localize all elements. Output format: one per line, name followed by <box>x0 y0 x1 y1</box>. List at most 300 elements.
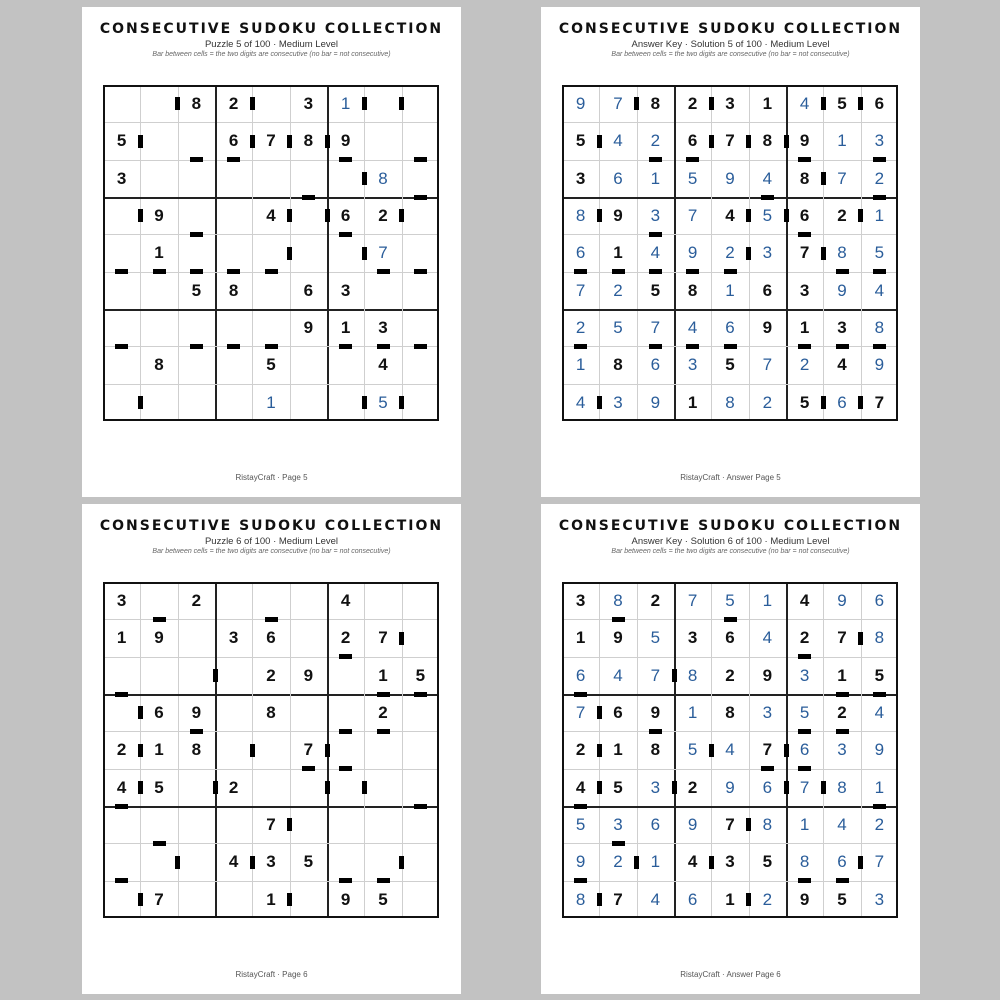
sudoku-cell: 7 <box>303 740 314 760</box>
consecutive-bar <box>634 856 639 869</box>
consecutive-bar <box>709 744 714 757</box>
consecutive-bar <box>798 232 811 237</box>
sudoku-cell: 2 <box>725 243 735 263</box>
sudoku-cell[interactable] <box>327 731 364 768</box>
sudoku-cell[interactable] <box>103 197 140 234</box>
consecutive-bar <box>287 209 292 222</box>
sudoku-cell: 3 <box>874 131 885 151</box>
consecutive-bar <box>213 669 218 682</box>
sudoku-cell: 5 <box>874 665 885 685</box>
consecutive-bar <box>287 818 292 831</box>
consecutive-bar <box>574 692 587 697</box>
consecutive-bar <box>377 692 390 697</box>
consecutive-bar <box>709 135 714 148</box>
sudoku-cell[interactable] <box>252 234 289 271</box>
sudoku-cell[interactable] <box>364 122 401 159</box>
sudoku-cell[interactable] <box>103 309 140 346</box>
sudoku-cell[interactable] <box>103 234 140 271</box>
sudoku-cell: 9 <box>154 628 164 648</box>
sudoku-cell[interactable] <box>290 160 327 197</box>
sudoku-cell: 8 <box>575 889 586 909</box>
sudoku-cell[interactable] <box>327 843 364 880</box>
sudoku-cell[interactable] <box>140 85 177 122</box>
sudoku-cell: 4 <box>725 740 735 760</box>
sudoku-cell: 1 <box>874 777 885 797</box>
consecutive-bar <box>265 344 278 349</box>
sudoku-cell[interactable]: 8 <box>378 168 388 188</box>
consecutive-bar <box>746 893 751 906</box>
consecutive-bar <box>325 744 330 757</box>
sudoku-cell[interactable] <box>402 582 439 619</box>
sudoku-cell: 3 <box>650 777 661 797</box>
sudoku-cell[interactable] <box>290 197 327 234</box>
sudoku-cell[interactable] <box>215 694 252 731</box>
consecutive-bar <box>115 804 128 809</box>
consecutive-bar <box>597 135 602 148</box>
consecutive-bar <box>377 269 390 274</box>
sudoku-cell <box>327 234 364 271</box>
sudoku-cell[interactable] <box>290 694 327 731</box>
sudoku-cell[interactable] <box>215 197 252 234</box>
sudoku-cell: 1 <box>650 852 661 872</box>
sudoku-cell[interactable] <box>140 843 177 880</box>
sudoku-cell[interactable] <box>364 731 401 768</box>
sudoku-cell[interactable] <box>178 234 215 271</box>
sudoku-cell: 9 <box>340 889 351 909</box>
sudoku-cell: 5 <box>303 852 314 872</box>
puzzle-page-6 <box>82 504 461 994</box>
sudoku-cell: 6 <box>762 280 773 300</box>
sudoku-cell: 3 <box>725 94 735 114</box>
sudoku-cell: 9 <box>687 243 698 263</box>
sudoku-cell: 6 <box>303 280 314 300</box>
sudoku-cell: 2 <box>762 889 773 909</box>
sudoku-cell[interactable] <box>103 694 140 731</box>
sudoku-cell[interactable] <box>178 197 215 234</box>
sudoku-cell: 8 <box>303 131 314 151</box>
consecutive-bar <box>836 878 849 883</box>
sudoku-cell: 5 <box>650 280 661 300</box>
consecutive-bar <box>746 818 751 831</box>
sudoku-cell[interactable] <box>215 160 252 197</box>
sudoku-cell[interactable]: 1 <box>340 94 351 114</box>
rule-note: Bar between cells = the two digits are consecutive (no bar = not consecutive) <box>611 548 850 555</box>
sudoku-cell[interactable] <box>178 806 215 843</box>
sudoku-cell[interactable] <box>103 806 140 843</box>
sudoku-cell[interactable] <box>252 309 289 346</box>
puzzle-page-5 <box>82 7 461 497</box>
sudoku-cell: 6 <box>725 628 735 648</box>
sudoku-cell: 6 <box>575 243 586 263</box>
sudoku-cell[interactable] <box>402 234 439 271</box>
consecutive-bar <box>190 344 203 349</box>
consecutive-bar <box>649 157 662 162</box>
sudoku-cell: 2 <box>613 280 623 300</box>
sudoku-cell[interactable] <box>290 346 327 383</box>
sudoku-cell[interactable] <box>290 769 327 806</box>
consecutive-bar <box>175 856 180 869</box>
sudoku-cell: 7 <box>874 852 885 872</box>
sudoku-cell: 2 <box>575 318 586 338</box>
sudoku-cell[interactable] <box>364 272 401 309</box>
sudoku-cell[interactable] <box>327 806 364 843</box>
sudoku-cell: 2 <box>874 815 885 835</box>
sudoku-cell: 5 <box>725 591 735 611</box>
sudoku-cell[interactable] <box>327 694 364 731</box>
sudoku-cell: 6 <box>874 94 885 114</box>
sudoku-cell: 7 <box>378 628 388 648</box>
consecutive-bar <box>362 781 367 794</box>
sudoku-cell[interactable] <box>327 769 364 806</box>
sudoku-cell: 8 <box>191 740 202 760</box>
sudoku-cell: 2 <box>575 740 586 760</box>
consecutive-bar <box>399 856 404 869</box>
sudoku-cell[interactable] <box>402 806 439 843</box>
consecutive-bar <box>798 344 811 349</box>
consecutive-bar <box>858 209 863 222</box>
sudoku-cell <box>215 384 252 421</box>
consecutive-bar <box>287 893 292 906</box>
page-footer: RistayCraft · Page 5 <box>235 473 308 482</box>
sudoku-cell[interactable] <box>103 384 140 421</box>
sudoku-cell[interactable] <box>215 806 252 843</box>
sudoku-cell[interactable] <box>364 582 401 619</box>
consecutive-bar <box>399 97 404 110</box>
sudoku-cell[interactable] <box>178 881 215 918</box>
sudoku-cell[interactable] <box>290 881 327 918</box>
sudoku-cell: 1 <box>725 889 735 909</box>
sudoku-cell[interactable] <box>178 657 215 694</box>
sudoku-cell[interactable] <box>402 122 439 159</box>
sudoku-cell[interactable] <box>252 582 289 619</box>
sudoku-cell: 9 <box>191 703 202 723</box>
sudoku-cell[interactable] <box>215 881 252 918</box>
consecutive-bar <box>414 157 427 162</box>
consecutive-bar <box>574 878 587 883</box>
sudoku-cell: 1 <box>116 628 127 648</box>
sudoku-cell[interactable] <box>103 657 140 694</box>
sudoku-cell: 4 <box>874 280 885 300</box>
sudoku-cell[interactable] <box>140 806 177 843</box>
consecutive-bar <box>339 766 352 771</box>
sudoku-cell[interactable] <box>402 731 439 768</box>
sudoku-cell: 1 <box>575 355 586 375</box>
sudoku-cell[interactable] <box>140 160 177 197</box>
consecutive-bar <box>798 157 811 162</box>
consecutive-bar <box>649 232 662 237</box>
sudoku-cell: 9 <box>154 206 164 226</box>
sudoku-cell: 5 <box>378 889 388 909</box>
sudoku-cell: 7 <box>266 815 276 835</box>
sudoku-cell: 4 <box>613 131 623 151</box>
consecutive-bar <box>138 209 143 222</box>
sudoku-cell: 6 <box>837 392 847 412</box>
consecutive-bar <box>858 97 863 110</box>
sudoku-cell: 5 <box>154 777 164 797</box>
answer-page-5 <box>541 7 920 497</box>
sudoku-cell: 6 <box>725 318 735 338</box>
sudoku-cell: 2 <box>687 94 698 114</box>
sudoku-cell <box>252 85 289 122</box>
sudoku-cell: 8 <box>687 280 698 300</box>
sudoku-cell[interactable] <box>178 346 215 383</box>
sudoku-cell: 7 <box>613 889 623 909</box>
consecutive-bar <box>138 396 143 409</box>
sudoku-cell: 2 <box>116 740 127 760</box>
consecutive-bar <box>686 269 699 274</box>
sudoku-cell: 9 <box>799 131 810 151</box>
consecutive-bar <box>138 781 143 794</box>
sudoku-cell: 9 <box>725 168 735 188</box>
sudoku-cell: 1 <box>837 131 847 151</box>
sudoku-cell: 2 <box>799 628 810 648</box>
consecutive-bar <box>153 841 166 846</box>
sudoku-cell[interactable] <box>215 657 252 694</box>
consecutive-bar <box>227 344 240 349</box>
consecutive-bar <box>265 269 278 274</box>
sudoku-cell: 6 <box>837 852 847 872</box>
sudoku-cell[interactable]: 1 <box>266 392 276 412</box>
sudoku-cell: 5 <box>799 703 810 723</box>
sudoku-cell: 7 <box>874 392 885 412</box>
sudoku-cell: 3 <box>303 94 314 114</box>
sudoku-cell[interactable] <box>140 582 177 619</box>
page-title: CONSECUTIVE SUDOKU COLLECTION <box>99 518 444 534</box>
sudoku-cell: 2 <box>687 777 698 797</box>
consecutive-bar <box>153 617 166 622</box>
consecutive-bar <box>686 344 699 349</box>
sudoku-cell: 6 <box>228 131 239 151</box>
page-title: CONSECUTIVE SUDOKU COLLECTION <box>558 518 903 534</box>
sudoku-cell: 3 <box>116 168 127 188</box>
sudoku-cell[interactable] <box>178 843 215 880</box>
consecutive-bar <box>821 97 826 110</box>
consecutive-bar <box>339 157 352 162</box>
sudoku-cell: 9 <box>874 355 885 375</box>
sudoku-cell: 9 <box>303 318 314 338</box>
sudoku-cell: 7 <box>650 665 661 685</box>
consecutive-bar <box>138 135 143 148</box>
sudoku-cell: 9 <box>575 852 586 872</box>
sudoku-cell[interactable] <box>103 843 140 880</box>
sudoku-cell: 8 <box>874 628 885 648</box>
sudoku-cell[interactable] <box>215 309 252 346</box>
sudoku-cell[interactable] <box>215 582 252 619</box>
sudoku-cell[interactable] <box>178 769 215 806</box>
sudoku-cell[interactable] <box>178 309 215 346</box>
sudoku-cell[interactable] <box>140 657 177 694</box>
sudoku-cell: 7 <box>266 131 276 151</box>
consecutive-bar <box>414 269 427 274</box>
consecutive-bar <box>287 135 292 148</box>
sudoku-cell[interactable] <box>402 309 439 346</box>
sudoku-cell[interactable] <box>178 384 215 421</box>
sudoku-cell: 5 <box>837 94 847 114</box>
sudoku-cell: 9 <box>837 591 847 611</box>
sudoku-cell: 8 <box>799 852 810 872</box>
sudoku-cell[interactable] <box>252 160 289 197</box>
sudoku-cell[interactable] <box>252 272 289 309</box>
sudoku-cell: 3 <box>837 740 847 760</box>
consecutive-bar <box>761 766 774 771</box>
consecutive-bar <box>250 856 255 869</box>
consecutive-bar <box>724 344 737 349</box>
sudoku-cell: 2 <box>725 665 735 685</box>
sudoku-cell: 1 <box>725 280 735 300</box>
consecutive-bar <box>821 396 826 409</box>
sudoku-cell[interactable] <box>402 346 439 383</box>
sudoku-cell[interactable] <box>140 272 177 309</box>
sudoku-cell: 5 <box>874 243 885 263</box>
sudoku-cell[interactable] <box>327 346 364 383</box>
consecutive-bar <box>798 729 811 734</box>
consecutive-bar <box>325 781 330 794</box>
sudoku-cell: 8 <box>266 703 276 723</box>
sudoku-cell: 1 <box>340 318 351 338</box>
consecutive-bar <box>414 692 427 697</box>
rule-note: Bar between cells = the two digits are consecutive (no bar = not consecutive) <box>152 51 391 58</box>
rule-note: Bar between cells = the two digits are consecutive (no bar = not consecutive) <box>611 51 850 58</box>
sudoku-cell[interactable] <box>252 769 289 806</box>
consecutive-bar <box>746 209 751 222</box>
sudoku-cell[interactable] <box>178 122 215 159</box>
sudoku-cell: 2 <box>613 852 623 872</box>
sudoku-cell[interactable]: 7 <box>378 243 388 263</box>
sudoku-cell: 7 <box>575 280 586 300</box>
sudoku-cell: 9 <box>650 392 661 412</box>
sudoku-cell[interactable] <box>140 122 177 159</box>
sudoku-cell[interactable] <box>103 85 140 122</box>
sudoku-cell: 9 <box>650 703 661 723</box>
sudoku-cell[interactable] <box>290 234 327 271</box>
consecutive-bar <box>597 396 602 409</box>
sudoku-cell[interactable] <box>290 619 327 656</box>
sudoku-cell[interactable] <box>103 881 140 918</box>
consecutive-bar <box>414 344 427 349</box>
sudoku-cell[interactable] <box>364 769 401 806</box>
consecutive-bar <box>784 744 789 757</box>
sudoku-cell: 5 <box>837 889 847 909</box>
sudoku-cell: 4 <box>340 591 351 611</box>
sudoku-grid <box>103 582 439 918</box>
sudoku-cell[interactable] <box>252 731 289 768</box>
consecutive-bar <box>399 396 404 409</box>
sudoku-cell[interactable] <box>290 384 327 421</box>
sudoku-cell: 8 <box>154 355 164 375</box>
sudoku-cell: 2 <box>191 591 202 611</box>
page-footer: RistayCraft · Answer Page 5 <box>680 473 781 482</box>
sudoku-cell: 7 <box>837 628 847 648</box>
sudoku-cell: 8 <box>650 94 661 114</box>
page-subtitle: Puzzle 6 of 100 · Medium Level <box>204 536 339 547</box>
sudoku-cell: 1 <box>762 94 773 114</box>
sudoku-cell[interactable] <box>103 346 140 383</box>
consecutive-bar <box>377 344 390 349</box>
sudoku-cell[interactable] <box>178 619 215 656</box>
sudoku-cell: 6 <box>613 168 623 188</box>
consecutive-bar <box>709 856 714 869</box>
sudoku-cell[interactable] <box>178 160 215 197</box>
sudoku-cell: 8 <box>762 131 773 151</box>
sudoku-cell: 7 <box>799 243 810 263</box>
sudoku-cell[interactable] <box>402 272 439 309</box>
sudoku-cell[interactable] <box>215 346 252 383</box>
sudoku-cell: 1 <box>762 591 773 611</box>
sudoku-cell: 2 <box>340 628 351 648</box>
consecutive-bar <box>153 269 166 274</box>
sudoku-cell: 1 <box>378 665 388 685</box>
rule-note: Bar between cells = the two digits are consecutive (no bar = not consecutive) <box>152 548 391 555</box>
sudoku-cell: 1 <box>154 243 164 263</box>
consecutive-bar <box>821 247 826 260</box>
consecutive-bar <box>362 97 367 110</box>
sudoku-cell[interactable] <box>402 881 439 918</box>
sudoku-cell[interactable] <box>402 197 439 234</box>
sudoku-cell <box>327 384 364 421</box>
page-subtitle: Answer Key · Solution 5 of 100 · Medium Level <box>631 39 830 50</box>
sudoku-cell: 3 <box>116 591 127 611</box>
sudoku-cell: 6 <box>613 703 623 723</box>
page-footer: RistayCraft · Answer Page 6 <box>680 970 781 979</box>
sudoku-cell[interactable]: 5 <box>378 392 388 412</box>
consecutive-bar <box>190 269 203 274</box>
consecutive-bar <box>649 729 662 734</box>
sudoku-cell[interactable] <box>215 731 252 768</box>
sudoku-cell: 7 <box>687 591 698 611</box>
sudoku-cell[interactable] <box>364 806 401 843</box>
sudoku-cell: 5 <box>762 852 773 872</box>
sudoku-cell[interactable] <box>140 384 177 421</box>
sudoku-cell[interactable] <box>364 843 401 880</box>
sudoku-cell: 1 <box>837 665 847 685</box>
sudoku-cell: 1 <box>613 243 623 263</box>
sudoku-cell: 9 <box>725 777 735 797</box>
sudoku-cell: 5 <box>575 131 586 151</box>
sudoku-cell: 5 <box>762 206 773 226</box>
consecutive-bar <box>574 269 587 274</box>
sudoku-cell: 7 <box>799 777 810 797</box>
consecutive-bar <box>873 157 886 162</box>
sudoku-cell: 6 <box>687 889 698 909</box>
sudoku-cell[interactable] <box>290 582 327 619</box>
sudoku-cell[interactable] <box>402 843 439 880</box>
sudoku-cell[interactable] <box>103 272 140 309</box>
consecutive-bar <box>115 344 128 349</box>
sudoku-cell[interactable] <box>402 160 439 197</box>
sudoku-cell: 2 <box>266 665 276 685</box>
sudoku-cell[interactable] <box>215 234 252 271</box>
consecutive-bar <box>175 97 180 110</box>
consecutive-bar <box>597 209 602 222</box>
sudoku-cell: 8 <box>613 355 623 375</box>
consecutive-bar <box>138 706 143 719</box>
sudoku-cell[interactable] <box>290 806 327 843</box>
sudoku-cell[interactable] <box>327 657 364 694</box>
sudoku-cell[interactable] <box>402 694 439 731</box>
sudoku-cell: 8 <box>837 243 847 263</box>
consecutive-bar <box>836 729 849 734</box>
sudoku-cell: 4 <box>116 777 127 797</box>
sudoku-cell: 6 <box>799 206 810 226</box>
sudoku-cell[interactable] <box>140 309 177 346</box>
sudoku-cell[interactable] <box>402 769 439 806</box>
consecutive-bar <box>115 692 128 697</box>
sudoku-cell[interactable] <box>402 619 439 656</box>
sudoku-cell: 9 <box>762 665 773 685</box>
sudoku-cell: 9 <box>799 889 810 909</box>
consecutive-bar <box>724 617 737 622</box>
sudoku-cell: 3 <box>340 280 351 300</box>
